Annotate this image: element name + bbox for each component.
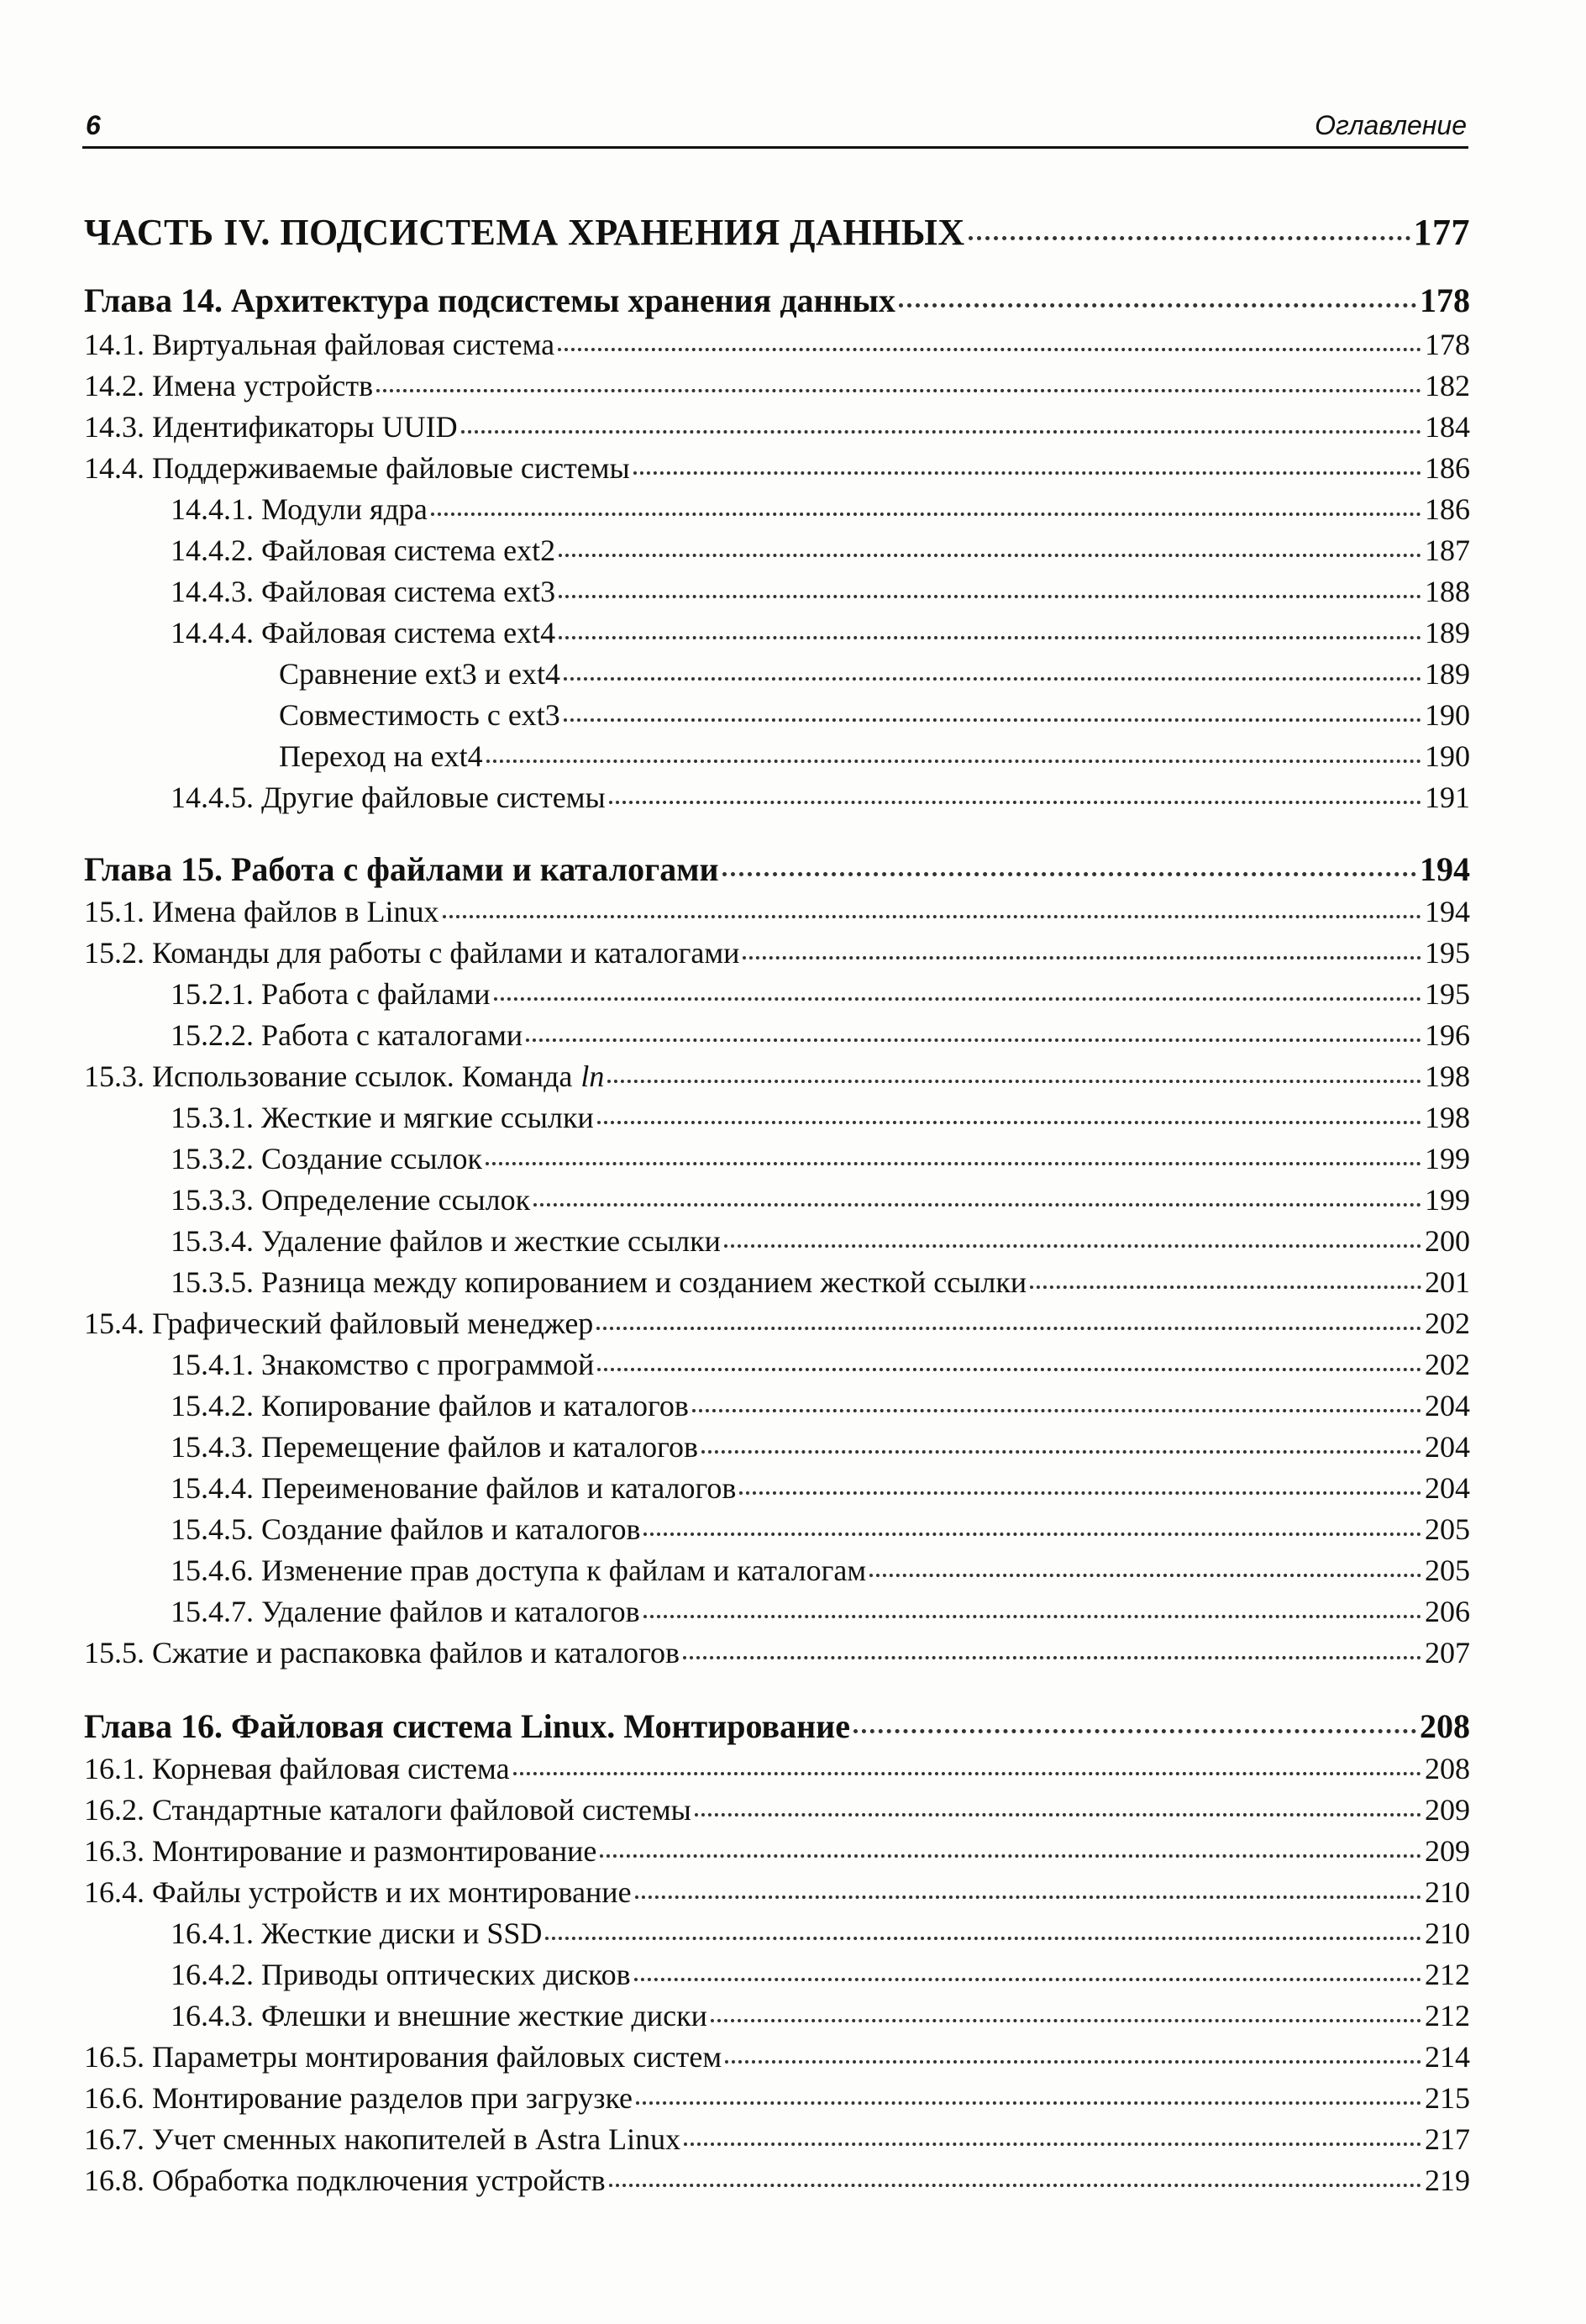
toc-page-number: 205: [1425, 1512, 1470, 1546]
toc-entry: [171, 1915, 1470, 1952]
dot-leader: [494, 989, 1421, 1001]
dot-leader: [695, 1805, 1421, 1817]
toc-entry: [84, 1634, 1470, 1671]
toc-label: 15.4.3. Перемещение файлов и каталогов: [171, 1430, 699, 1464]
toc-page-number: 198: [1425, 1101, 1470, 1134]
toc-label: Глава 15. Работа с файлами и каталогами: [84, 850, 719, 888]
toc-entry: [84, 450, 1470, 486]
toc-label: 15.4.4. Переименование файлов и каталогов: [171, 1471, 737, 1505]
toc-label: 14.4.5. Другие файловые системы: [171, 781, 606, 814]
toc-page-number: 204: [1425, 1430, 1470, 1464]
toc-page-number: 190: [1425, 739, 1470, 773]
toc-page-number: 212: [1425, 1958, 1470, 1991]
toc-entry: [279, 655, 1470, 692]
dot-leader: [711, 2011, 1421, 2022]
toc-page-number: 209: [1425, 1793, 1470, 1827]
toc-label: 15.4.1. Знакомство с программой: [171, 1348, 595, 1381]
dot-leader: [609, 2175, 1421, 2187]
toc-page-number: 206: [1425, 1595, 1470, 1628]
toc-entry: [171, 1470, 1470, 1506]
dot-leader: [683, 1648, 1421, 1659]
toc-label: 16.7. Учет сменных накопителей в Astra Linux: [84, 2122, 681, 2156]
dot-leader: [636, 2093, 1421, 2105]
toc-label: 14.4. Поддерживаемые файловые системы: [84, 451, 630, 485]
dot-leader: [607, 1071, 1421, 1083]
toc-entry: [171, 1140, 1470, 1177]
toc-entry: [171, 779, 1470, 816]
toc-entry: [84, 1791, 1470, 1828]
dot-leader: [722, 864, 1416, 876]
dot-leader: [609, 792, 1421, 804]
toc-page-number: 187: [1425, 534, 1470, 567]
toc-label: 16.4.1. Жесткие диски и SSD: [171, 1917, 543, 1950]
toc-entry: [171, 1511, 1470, 1548]
toc-page-number: 189: [1425, 616, 1470, 649]
toc-label: Совместимость с ext3: [279, 698, 560, 732]
toc-page-number: 210: [1425, 1917, 1470, 1950]
toc-entry: [84, 893, 1470, 930]
toc-entry: [171, 1222, 1470, 1259]
toc-chapter: [84, 849, 1470, 891]
toc-label: 15.4.2. Копирование файлов и каталогов: [171, 1389, 689, 1422]
toc-page-number: 204: [1425, 1389, 1470, 1422]
dot-leader: [559, 628, 1421, 639]
toc-page-number: 178: [1420, 281, 1470, 319]
toc-label: 16.2. Стандартные каталоги файловой системы: [84, 1793, 691, 1827]
dot-leader: [635, 1887, 1421, 1899]
toc-page-number: 210: [1425, 1875, 1470, 1909]
toc-label: 14.3. Идентификаторы UUID: [84, 410, 458, 444]
toc-page-number: 194: [1425, 895, 1470, 928]
toc-page-number: 182: [1425, 369, 1470, 402]
dot-leader: [376, 381, 1421, 392]
page-number: 6: [86, 110, 101, 140]
toc-page-number: 202: [1425, 1348, 1470, 1381]
toc-entry: [171, 1099, 1470, 1136]
dot-leader: [533, 1195, 1421, 1207]
toc-entry: [171, 1346, 1470, 1383]
toc-label: 16.4. Файлы устройств и их монтирование: [84, 1875, 632, 1909]
toc-page-number: 184: [1425, 410, 1470, 444]
toc-entry: [171, 532, 1470, 569]
toc-label: 15.3.1. Жесткие и мягкие ссылки: [171, 1101, 594, 1134]
toc-page-number: 186: [1425, 451, 1470, 485]
toc-page-number: 202: [1425, 1307, 1470, 1340]
dot-leader: [634, 1969, 1421, 1981]
dot-leader: [545, 1928, 1421, 1940]
toc-label: Глава 14. Архитектура подсистемы хранения данных: [84, 281, 895, 319]
dot-leader: [692, 1401, 1421, 1412]
toc-label: 14.1. Виртуальная файловая система: [84, 328, 555, 361]
toc-label: 15.3. Использование ссылок. Команда: [84, 1059, 573, 1093]
dot-leader: [596, 1318, 1421, 1330]
toc-page-number: 200: [1425, 1224, 1470, 1258]
toc-label: 14.4.3. Файловая система ext3: [171, 575, 556, 608]
dot-leader: [486, 751, 1421, 763]
toc-page-number: 217: [1425, 2122, 1470, 2156]
toc-entry: [84, 2162, 1470, 2199]
dot-leader: [684, 2134, 1421, 2146]
toc-entry: [84, 934, 1470, 971]
toc-page-number: 194: [1420, 850, 1470, 888]
toc-entry: [84, 1058, 1470, 1095]
toc-entry: [84, 326, 1470, 363]
dot-leader: [739, 1483, 1421, 1495]
toc-page-number: 178: [1425, 328, 1470, 361]
toc-label: 15.4.6. Изменение прав доступа к файлам и каталогам: [171, 1554, 867, 1587]
toc-label: 16.1. Корневая файловая система: [84, 1752, 510, 1785]
toc-entry: [171, 975, 1470, 1012]
dot-leader: [597, 1359, 1421, 1371]
toc-page-number: 199: [1425, 1183, 1470, 1217]
page-header: [82, 108, 1468, 149]
toc-label: 15.2. Команды для работы с файлами и каталогами: [84, 936, 740, 970]
toc-entry: [171, 1997, 1470, 2034]
toc-entry: [84, 2121, 1470, 2158]
toc-label: 16.4.2. Приводы оптических дисков: [171, 1958, 631, 1991]
toc-entry: [279, 697, 1470, 733]
toc-entry: [171, 1956, 1470, 1993]
toc-page-number: 205: [1425, 1554, 1470, 1587]
toc-page-number: 201: [1425, 1265, 1470, 1299]
toc-label: 16.5. Параметры монтирования файловых систем: [84, 2040, 722, 2074]
dot-leader: [853, 1721, 1416, 1733]
toc-label: Переход на ext4: [279, 739, 483, 773]
toc-label: 15.4. Графический файловый менеджер: [84, 1307, 594, 1340]
dot-leader: [526, 1030, 1421, 1042]
toc-label: 14.4.1. Модули ядра: [171, 492, 428, 526]
toc-page-number: 212: [1425, 1999, 1470, 2032]
toc-entry: [171, 1387, 1470, 1424]
dot-leader: [600, 1846, 1421, 1858]
dot-leader: [725, 2052, 1421, 2064]
toc-label: 15.2.1. Работа с файлами: [171, 977, 491, 1011]
toc-chapter: [84, 280, 1470, 322]
toc-page-number: 177: [1413, 212, 1470, 253]
toc-page-number: 191: [1425, 781, 1470, 814]
dot-leader: [701, 1442, 1421, 1454]
toc-entry: [171, 1017, 1470, 1054]
toc-entry: [84, 2038, 1470, 2075]
toc-label: Глава 16. Файловая система Linux. Монтирование: [84, 1707, 850, 1745]
toc-page-number: 195: [1425, 977, 1470, 1011]
toc-page-number: 199: [1425, 1142, 1470, 1175]
dot-leader: [643, 1606, 1421, 1618]
toc-entry: [84, 1750, 1470, 1787]
toc-entry: [84, 367, 1470, 404]
toc-label: 15.4.5. Создание файлов и каталогов: [171, 1512, 641, 1546]
toc-label: 16.4.3. Флешки и внешние жесткие диски: [171, 1999, 707, 2032]
dot-leader: [633, 463, 1421, 475]
toc-page-number: 196: [1425, 1018, 1470, 1052]
toc-entry: [84, 1305, 1470, 1342]
toc-entry: [279, 738, 1470, 775]
toc-label: 14.4.4. Файловая система ext4: [171, 616, 556, 649]
toc-page-number: 208: [1420, 1707, 1470, 1745]
toc-entry: [84, 408, 1470, 445]
toc-entry: [171, 1181, 1470, 1218]
toc-page-number: 190: [1425, 698, 1470, 732]
toc-page-number: 189: [1425, 657, 1470, 691]
toc-label: 14.4.2. Файловая система ext2: [171, 534, 556, 567]
toc-part: [84, 210, 1470, 255]
toc-label: 15.1. Имена файлов в Linux: [84, 895, 439, 928]
toc-label: 14.2. Имена устройств: [84, 369, 374, 402]
toc-label: Сравнение ext3 и ext4: [279, 657, 560, 691]
toc-entry: [171, 491, 1470, 528]
toc-label: 16.3. Монтирование и размонтирование: [84, 1834, 597, 1868]
dot-leader: [899, 295, 1416, 308]
toc-entry: [171, 573, 1470, 610]
toc-entry: [84, 1874, 1470, 1911]
running-title: Оглавление: [1315, 110, 1467, 140]
toc-page-number: 195: [1425, 936, 1470, 970]
toc-label: 15.2.2. Работа с каталогами: [171, 1018, 523, 1052]
toc-entry: [171, 1264, 1470, 1301]
toc-chapter: [84, 1706, 1470, 1748]
toc-label: 15.3.2. Создание ссылок: [171, 1142, 482, 1175]
toc-page-number: 186: [1425, 492, 1470, 526]
toc-page-number: 214: [1425, 2040, 1470, 2074]
dot-leader: [597, 1112, 1421, 1124]
toc-label-command: ln: [580, 1059, 605, 1093]
dot-leader: [486, 1154, 1421, 1165]
dot-leader: [431, 504, 1421, 516]
dot-leader: [564, 710, 1421, 722]
toc-label: 15.4.7. Удаление файлов и каталогов: [171, 1595, 640, 1628]
toc-page-number: 219: [1425, 2164, 1470, 2197]
dot-leader: [461, 422, 1421, 434]
toc-page-number: 188: [1425, 575, 1470, 608]
toc-page-number: 204: [1425, 1471, 1470, 1505]
dot-leader: [443, 907, 1421, 918]
toc-label: ЧАСТЬ IV. ПОДСИСТЕМА ХРАНЕНИЯ ДАННЫХ: [84, 212, 965, 253]
toc-label: 15.3.5. Разница между копированием и созданием жесткой ссылки: [171, 1265, 1027, 1299]
dot-leader: [643, 1524, 1421, 1536]
toc-page-number: 207: [1425, 1636, 1470, 1669]
toc-label: 15.3.4. Удаление файлов и жесткие ссылки: [171, 1224, 721, 1258]
dot-leader: [743, 948, 1421, 960]
toc-page-number: 215: [1425, 2081, 1470, 2115]
toc-entry: [84, 1832, 1470, 1869]
toc-label: 15.3.3. Определение ссылок: [171, 1183, 531, 1217]
toc-label: 16.8. Обработка подключения устройств: [84, 2164, 606, 2197]
dot-leader: [559, 545, 1421, 557]
dot-leader: [559, 586, 1421, 598]
dot-leader: [869, 1565, 1421, 1577]
toc-entry: [171, 1552, 1470, 1589]
toc-label: 16.6. Монтирование разделов при загрузке: [84, 2081, 633, 2115]
toc-page-number: 198: [1425, 1059, 1470, 1093]
toc-page-number: 209: [1425, 1834, 1470, 1868]
dot-leader: [558, 339, 1421, 351]
toc-entry: [171, 1428, 1470, 1465]
toc-label: 15.5. Сжатие и распаковка файлов и каталогов: [84, 1636, 680, 1669]
dot-leader: [1030, 1277, 1421, 1289]
toc-entry: [171, 1593, 1470, 1630]
dot-leader: [969, 228, 1410, 240]
toc-page-number: 208: [1425, 1752, 1470, 1785]
dot-leader: [724, 1236, 1421, 1248]
toc-entry: [171, 614, 1470, 651]
dot-leader: [513, 1764, 1421, 1775]
dot-leader: [564, 669, 1421, 681]
toc-entry: [84, 2080, 1470, 2116]
